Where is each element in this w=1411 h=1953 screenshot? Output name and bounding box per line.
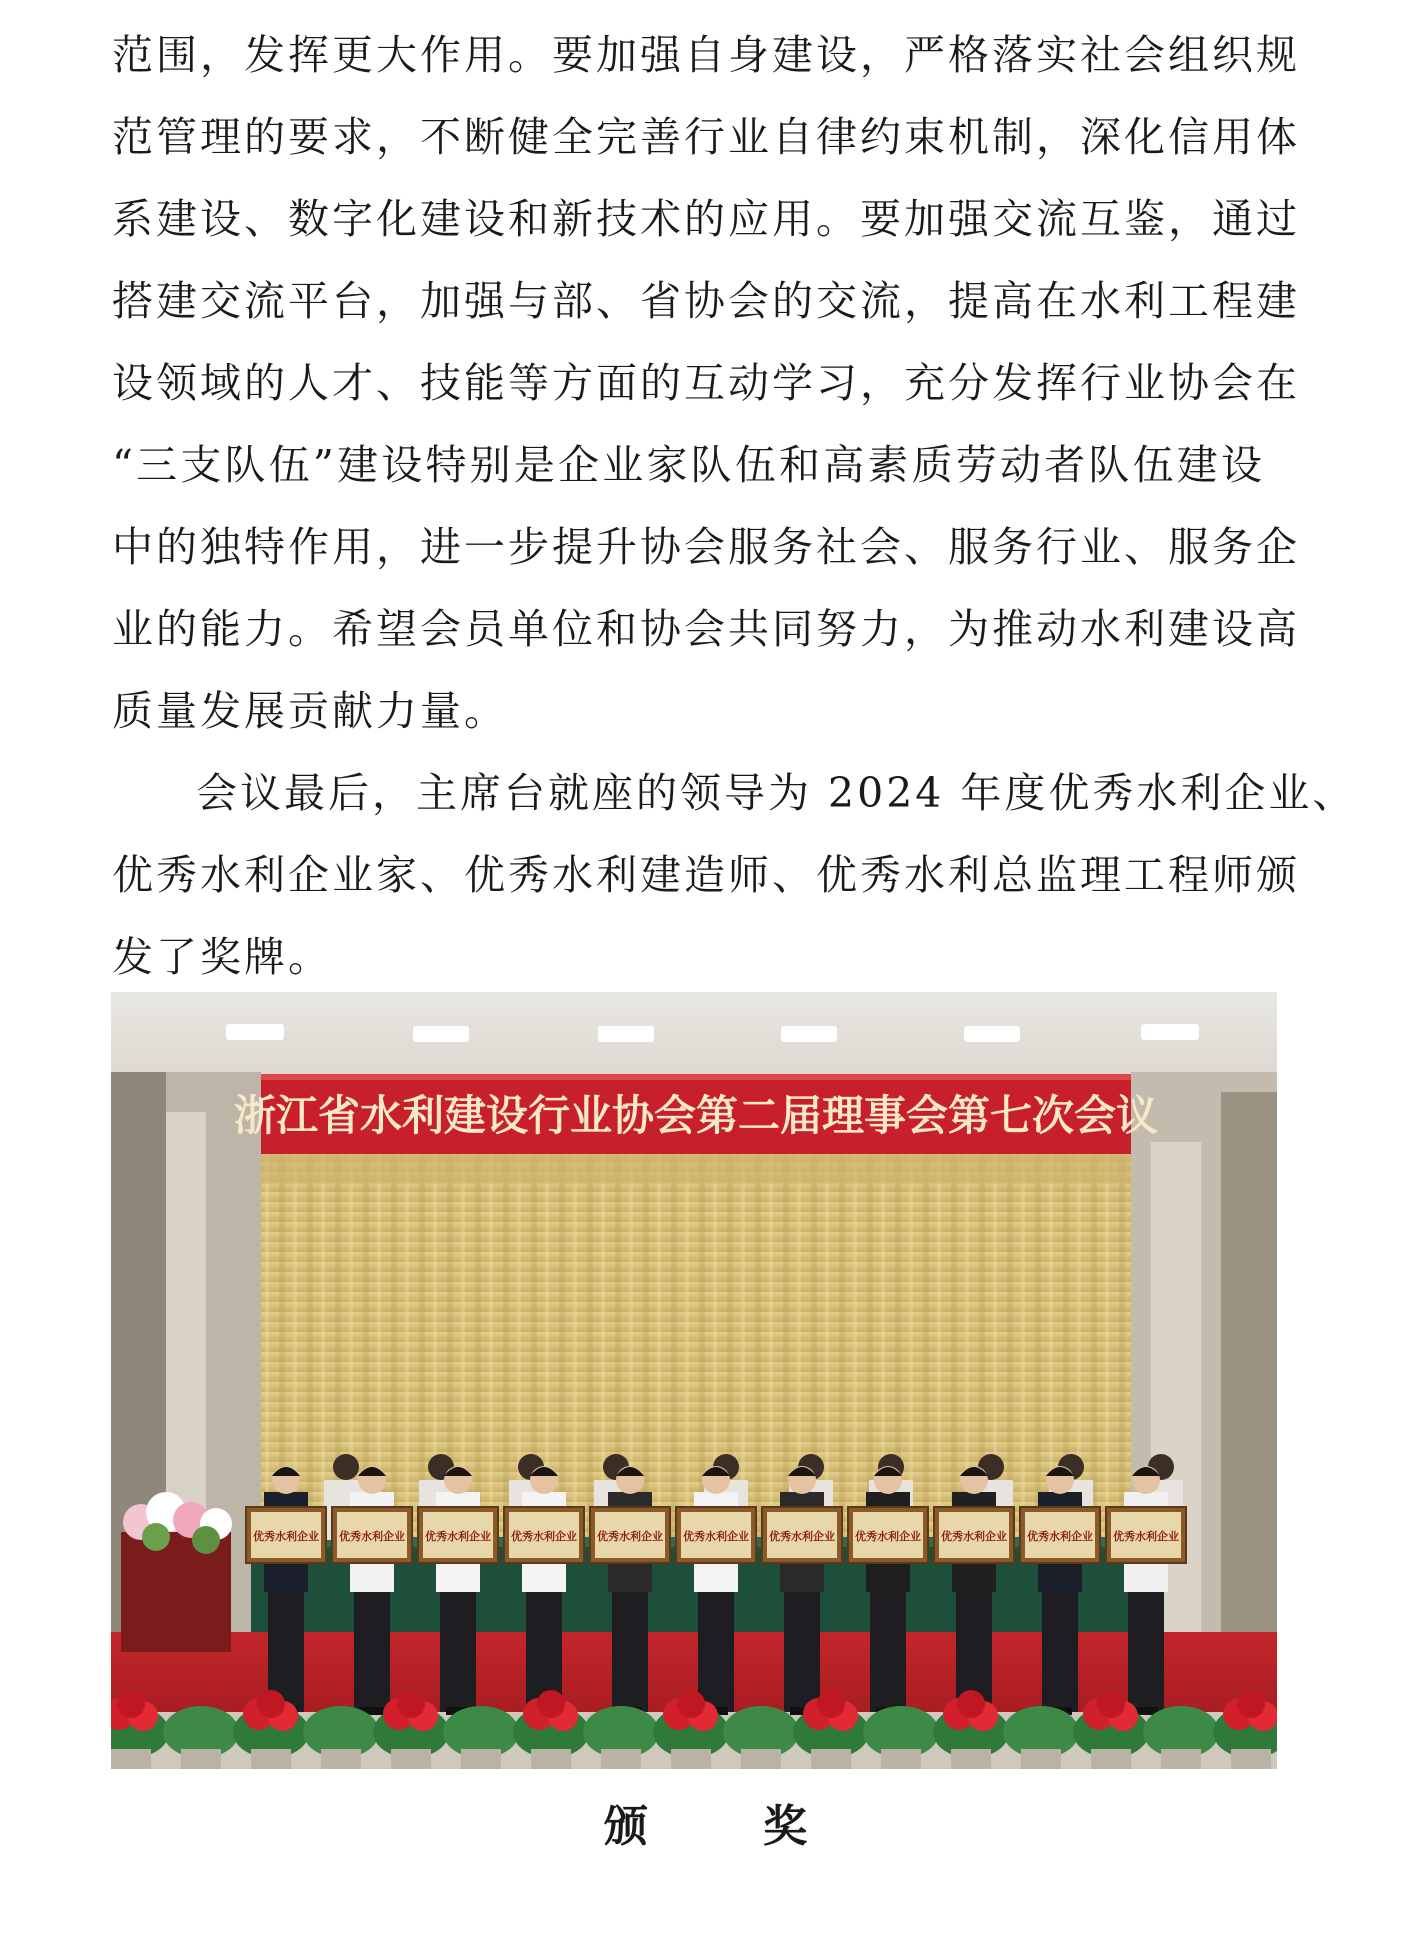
plaque-text: 优秀水利企业	[683, 1530, 749, 1543]
poinsettia	[583, 1706, 659, 1769]
award-plaque	[1020, 1507, 1100, 1563]
award-plaque	[504, 1507, 584, 1563]
body-text	[112, 14, 1357, 998]
awardees-group	[246, 1454, 1186, 1715]
text-line: 会议最后，主席台就座的领导为 2024 年度优秀水利企业、	[196, 769, 1357, 817]
plaque-text: 优秀水利企业	[511, 1530, 577, 1543]
award-plaque	[418, 1507, 498, 1563]
text-line: 系建设、数字化建设和新技术的应用。要加强交流互鉴，通过	[112, 195, 1300, 243]
paragraph-1	[112, 14, 1300, 752]
plaque-text: 优秀水利企业	[339, 1530, 405, 1543]
text-line: 设领域的人才、技能等方面的互动学习，充分发挥行业协会在	[112, 359, 1300, 407]
poinsettia	[723, 1706, 799, 1769]
plaque-text: 优秀水利企业	[1113, 1530, 1179, 1543]
plaque-text: 优秀水利企业	[769, 1530, 835, 1543]
paragraph-2	[112, 752, 1357, 998]
poinsettia-row	[111, 1690, 1277, 1769]
award-plaque	[762, 1507, 842, 1563]
banner-text: 浙江省水利建设行业协会第二届理事会第七次会议	[233, 1091, 1159, 1140]
text-line: 业的能力。希望会员单位和协会共同努力，为推动水利建设高	[112, 605, 1300, 653]
plaque-text: 优秀水利企业	[597, 1530, 663, 1543]
award-plaque	[1106, 1507, 1186, 1563]
poinsettia	[1143, 1706, 1219, 1769]
award-plaque	[332, 1507, 412, 1563]
text-line: 优秀水利企业家、优秀水利建造师、优秀水利总监理工程师颁	[112, 851, 1300, 899]
award-ceremony-photo	[111, 992, 1277, 1769]
text-line: “三支队伍”建设特别是企业家队伍和高素质劳动者队伍建设	[112, 441, 1265, 489]
award-plaque	[934, 1507, 1014, 1563]
text-line: 发了奖牌。	[112, 933, 332, 981]
award-plaque	[676, 1507, 756, 1563]
text-line: 范管理的要求，不断健全完善行业自律约束机制，深化信用体	[112, 113, 1300, 161]
award-plaque	[590, 1507, 670, 1563]
poinsettia	[163, 1706, 239, 1769]
poinsettia	[443, 1706, 519, 1769]
plaque-text: 优秀水利企业	[941, 1530, 1007, 1543]
plaque-text: 优秀水利企业	[1027, 1530, 1093, 1543]
text-line: 搭建交流平台，加强与部、省协会的交流，提高在水利工程建	[112, 277, 1300, 325]
text-line: 质量发展贡献力量。	[112, 687, 508, 735]
flower-arrangement	[121, 1492, 232, 1652]
photo-caption: 颁 奖	[603, 1801, 858, 1852]
award-plaque	[848, 1507, 928, 1563]
plaque-text: 优秀水利企业	[253, 1530, 319, 1543]
plaque-text: 优秀水利企业	[425, 1530, 491, 1543]
poinsettia	[303, 1706, 379, 1769]
text-line: 中的独特作用，进一步提升协会服务社会、服务行业、服务企	[112, 523, 1300, 571]
poinsettia	[863, 1706, 939, 1769]
poinsettia	[1003, 1706, 1079, 1769]
award-plaque	[246, 1507, 326, 1563]
text-line: 范围，发挥更大作用。要加强自身建设，严格落实社会组织规	[112, 31, 1300, 79]
plaque-text: 优秀水利企业	[855, 1530, 921, 1543]
